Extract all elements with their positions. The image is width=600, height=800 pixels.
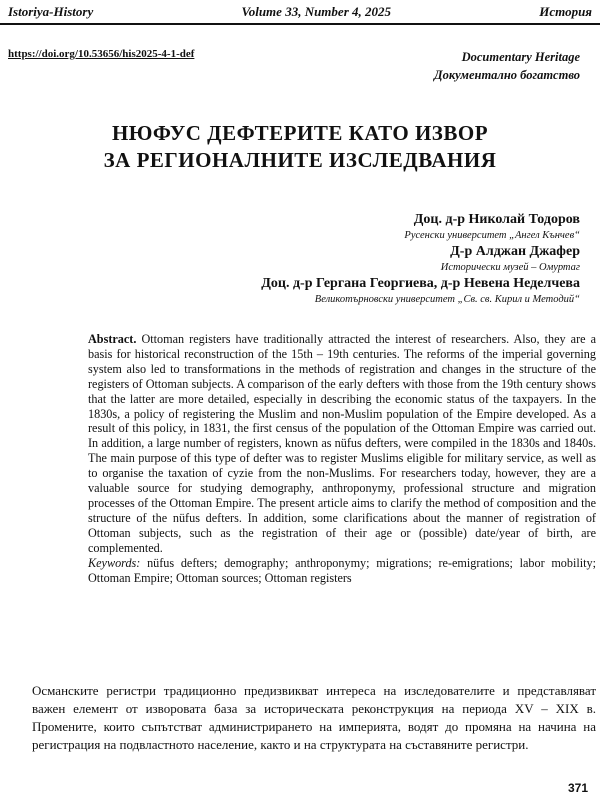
section-heading-bg: Документално богатство (434, 68, 580, 82)
author-name: Доц. д-р Николай Тодоров (413, 212, 580, 227)
abstract-label: Abstract. (88, 332, 137, 346)
title-line-1: НЮФУС ДЕФТЕРИТЕ КАТО ИЗВОР (111, 121, 489, 145)
title-line-2: ЗА РЕГИОНАЛНИТЕ ИЗСЛЕДВАНИЯ (103, 148, 497, 172)
author-affiliation: Русенски университет „Ангел Кънчев“ (404, 230, 580, 241)
abstract-paragraph (88, 332, 596, 556)
running-header (0, 0, 600, 23)
author-name: Доц. д-р Гергана Георгиева, д-р Невена Неделчева (261, 276, 580, 291)
author-block (261, 211, 580, 307)
section-heading-en: Documentary Heritage (461, 50, 580, 64)
page-number: 371 (567, 781, 588, 795)
author-affiliation: Великотърновски университет „Св. св. Кирил и Методий“ (314, 294, 580, 305)
section-heading (434, 48, 580, 84)
keywords-label: Keywords: (88, 555, 141, 570)
header-section-label: История (539, 3, 592, 19)
abstract (88, 332, 596, 585)
volume-info: Volume 33, Number 4, 2025 (241, 3, 391, 19)
header-rule (0, 23, 600, 25)
keywords-text: nüfus defters; demography; anthroponymy; migrations; re-emigrations; labor mobility; Ottoman Empire; Ottoman sources; Ottoman registers (88, 555, 597, 585)
author-affiliation: Исторически музей – Омуртаг (440, 262, 580, 273)
journal-name: Istoriya-History (8, 3, 94, 19)
body-paragraph: Османските регистри традиционно предизвикват интереса на изследователите и представляват важен елемент от изворовата база за историческата реконструкция на периода XV – XIX в. Промените, които съпътстват администрирането на империята, водят до промяна на начина на регистрация на подвластното население, както и на структурата на съставяните регистри. (32, 683, 596, 752)
article-title (0, 120, 600, 174)
doi-link[interactable]: https://doi.org/10.53656/his2025-4-1-def (8, 48, 195, 60)
abstract-text: Ottoman registers have traditionally attracted the interest of researchers. Also, they are a basis for historical reconstruction of the 15th – 19th centuries. The reforms of the imperial governing system also led to transformations in the methods of registration and changes in the structure of the registers of Ottoman subjects. A comparison of the early defters with those from the 19th century shows that the latter are more detailed, especially in describing the economic status of the taxpayers. In the 1830s, a policy of registering the Muslim and non-Muslim population of the Empire developed. As a result of this policy, in 1831, the first census of the population of the Ottoman Empire was carried out. In addition, a large number of registers, known as nüfus defters, were compiled in the 1830s and 1840s. The main purpose of this type of defter was to register Muslims eligible for military service, as well as to organise the taxation of cyzie from the non-Muslims. For researchers today, however, they are a valuable source for studying demography, anthroponymy, professional structure and migration processes of the Ottoman Empire. The present article aims to clarify the method of composition and the structure of the nüfus defters. In addition, some clarifications about the manner of registration of Ottoman subjects, such as the registration of their age or (possible) date/year of birth, are complemented. (88, 332, 596, 555)
keywords (88, 556, 596, 586)
author-name: Д-р Алджан Джафер (450, 244, 580, 259)
